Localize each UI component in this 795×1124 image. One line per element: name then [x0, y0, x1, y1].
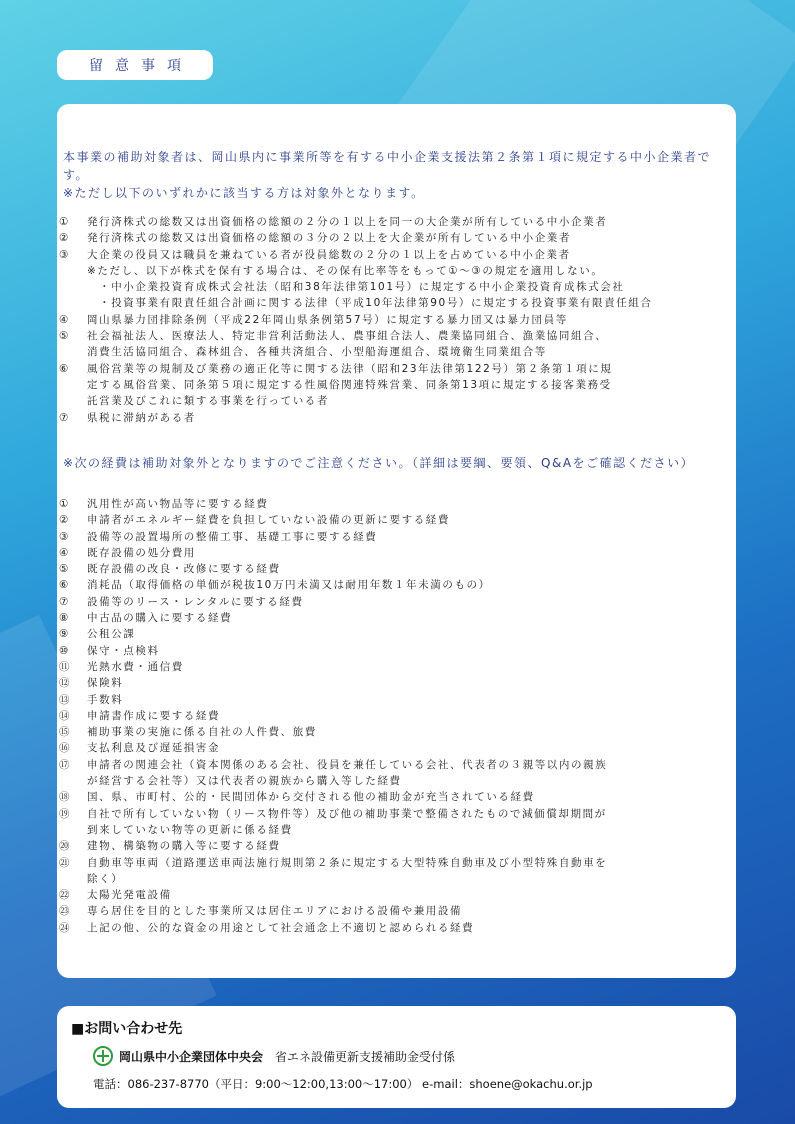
item-number: ⑭: [59, 709, 72, 722]
org-dept: 省エネ設備更新支援補助金受付係: [275, 1049, 456, 1064]
item-text: 光熱水費・通信費: [87, 660, 184, 673]
list-item: [59, 789, 729, 805]
item-number: ⑧: [59, 612, 71, 625]
list-item: [59, 230, 729, 246]
list-item: [59, 887, 729, 903]
okachu-logo-icon: [93, 1046, 113, 1066]
item-number: ⑪: [59, 660, 72, 673]
list-item: [59, 410, 729, 426]
item-text: 既存設備の改良・改修に要する経費: [87, 563, 281, 576]
item-text: 既存設備の処分費用: [87, 546, 196, 559]
item-number: ㉔: [59, 921, 72, 934]
item-text: 汎用性が高い物品等に要する経費: [87, 498, 269, 510]
item-number: ⑱: [59, 791, 72, 804]
list-item: [59, 312, 729, 328]
contact-panel: [57, 1006, 736, 1108]
item-text: 発行済株式の総数又は出資価格の総額の３分の２以上を大企業が所有している中小企業者: [87, 232, 571, 245]
item-number: ①: [59, 216, 71, 228]
item-number: ⑰: [59, 758, 72, 771]
list-item: [59, 740, 729, 756]
contact-heading: ■お問い合わせ先: [71, 1021, 183, 1037]
list-item: [59, 577, 729, 593]
item-number: ⑳: [59, 840, 72, 853]
item-number: ⑨: [59, 628, 71, 641]
contact-org: [93, 1046, 455, 1066]
list-item: [59, 295, 729, 311]
item-text: 社会福祉法人、医療法人、特定非営利活動法人、農事組合法人、農業協同組合、漁業協同組合、 消費生活協同組合、森林組合、各種共済組合、小型船海運組合、環境衛生同業組合等: [87, 330, 608, 359]
eligibility-intro: [63, 148, 733, 202]
item-text: 建物、構築物の購入等に要する経費: [87, 840, 281, 853]
item-number: ㉒: [59, 889, 72, 902]
org-name: 岡山県中小企業団体中央会: [119, 1049, 264, 1064]
item-number: ④: [59, 546, 71, 559]
item-text: 申請者の関連会社（資本関係のある会社、役員を兼任している会社、代表者の３親等以内の親族 が経営する会社等）又は代表者の親族から購入等した経費: [87, 758, 608, 788]
list-item: [59, 279, 729, 295]
list-item: [59, 692, 729, 708]
item-text: 自動車等車両（道路運送車両法施行規則第２条に規定する大型特殊自動車及び小型特殊自動車を 除く）: [87, 856, 608, 885]
item-text: 国、県、市町村、公的・民間団体から交付される他の補助金が充当されている経費: [87, 791, 535, 804]
item-text: 保険料: [87, 677, 124, 690]
item-text: ※ただし、以下が株式を保有する場合は、その保有比率等をもって①～③の規定を適用しない。: [87, 264, 604, 277]
item-number: ㉑: [59, 856, 72, 869]
item-text: 上記の他、公的な資金の用途として社会通念上不適切と認められる経費: [87, 921, 475, 934]
item-number: ②: [59, 514, 71, 527]
list-item: [59, 214, 729, 230]
item-text: 消耗品（取得価格の単価が税抜10万円未満又は耐用年数１年未満のもの）: [87, 579, 491, 592]
item-text: 公租公課: [87, 628, 136, 641]
item-number: [59, 295, 87, 311]
list-item: [59, 626, 729, 642]
excluded-parties-list: [59, 214, 729, 426]
item-text: 支払利息及び遅延損害金: [87, 742, 221, 755]
item-text: 風俗営業等の規制及び業務の適正化等に関する法律（昭和23年法律第122号）第２条第１項に規 定する風俗営業、同条第５項に規定する性風俗関連特殊営業、同条第13項に規定する接客業務受 託営業及びこれに類する事業を行っている者: [87, 362, 613, 408]
list-item: [59, 675, 729, 691]
list-item: [59, 545, 729, 561]
item-number: ④: [59, 313, 71, 326]
item-text: 専ら居住を目的とした事業所又は居住エリアにおける設備や兼用設備: [87, 905, 463, 918]
item-number: ⑫: [59, 677, 72, 690]
item-number: ⑤: [59, 330, 71, 343]
list-item: [59, 512, 729, 528]
list-item: [59, 247, 729, 263]
item-number: ⑲: [59, 807, 72, 820]
list-item: [59, 263, 729, 279]
list-item: [59, 838, 729, 854]
item-text: 中古品の購入に要する経費: [87, 612, 233, 625]
item-number: ⑮: [59, 726, 72, 739]
notice-title: 留意事項: [57, 50, 213, 80]
item-number: ①: [59, 498, 71, 510]
item-number: ⑩: [59, 644, 71, 657]
list-item: [59, 903, 729, 919]
item-number: ③: [59, 530, 71, 543]
item-text: ・中小企業投資育成株式会社法（昭和38年法律第101号）に規定する中小企業投資育成株式会社: [87, 281, 625, 294]
list-item: [59, 724, 729, 740]
item-text: 県税に滞納がある者: [87, 411, 196, 424]
item-text: ・投資事業有限責任組合計画に関する法律（平成10年法律第90号）に規定する投資事業有限責任組合: [87, 297, 653, 310]
list-item: [59, 708, 729, 724]
list-item: [59, 529, 729, 545]
item-text: 設備等の設置場所の整備工事、基礎工事に要する経費: [87, 530, 378, 543]
list-item: [59, 561, 729, 577]
item-number: [59, 279, 87, 295]
contact-tel: 電話：086-237-8770（平日：9:00～12:00,13:00～17:00） e-mail：shoene@okachu.or.jp: [93, 1077, 593, 1091]
list-item: [59, 643, 729, 659]
excluded-costs-note: ※次の経費は補助対象外となりますのでご注意ください。（詳細は要綱、要領、Q&Aをご確認ください）: [63, 456, 695, 470]
list-item: [59, 610, 729, 626]
intro-line-1: 本事業の補助対象者は、岡山県内に事業所等を有する中小企業支援法第２条第１項に規定する中小企業者です。: [63, 150, 712, 182]
list-item: [59, 757, 729, 790]
item-text: 大企業の役員又は職員を兼ねている者が役員総数の２分の１以上を占めている中小企業者: [87, 248, 571, 261]
list-item: [59, 496, 729, 512]
list-item: [59, 659, 729, 675]
list-item: [59, 361, 729, 410]
notice-panel: [57, 104, 736, 978]
item-text: 補助事業の実施に係る自社の人件費、旅費: [87, 726, 317, 739]
list-item: [59, 806, 729, 839]
item-number: ⑤: [59, 563, 71, 576]
item-text: 発行済株式の総数又は出資価格の総額の２分の１以上を同一の大企業が所有している中小企業者: [87, 216, 608, 228]
item-number: ⑬: [59, 693, 72, 706]
item-text: 保守・点検料: [87, 644, 160, 657]
item-text: 申請書作成に要する経費: [87, 709, 221, 722]
item-text: 自社で所有していない物（リース物件等）及び他の補助事業で整備されたもので減価償却期間が 到来していない物等の更新に係る経費: [87, 807, 607, 836]
item-number: ⑯: [59, 742, 72, 755]
intro-line-2: ※ただし以下のいずれかに該当する方は対象外となります。: [63, 186, 425, 200]
item-text: 申請者がエネルギー経費を負担していない設備の更新に要する経費: [87, 514, 450, 527]
item-number: [59, 263, 87, 279]
item-number: ⑦: [59, 411, 71, 424]
excluded-costs-list: [59, 496, 729, 936]
item-text: 太陽光発電設備: [87, 889, 172, 902]
item-number: ③: [59, 248, 71, 261]
item-number: ㉓: [59, 905, 72, 918]
item-text: 設備等のリース・レンタルに要する経費: [87, 595, 304, 608]
list-item: [59, 328, 729, 361]
list-item: [59, 855, 729, 888]
list-item: [59, 594, 729, 610]
item-text: 手数料: [87, 693, 124, 706]
item-number: ②: [59, 232, 71, 245]
item-number: ⑦: [59, 595, 71, 608]
item-number: ⑥: [59, 362, 71, 375]
item-number: ⑥: [59, 579, 71, 592]
list-item: [59, 920, 729, 936]
item-text: 岡山県暴力団排除条例（平成22年岡山県条例第57号）に規定する暴力団又は暴力団員等: [87, 313, 568, 326]
